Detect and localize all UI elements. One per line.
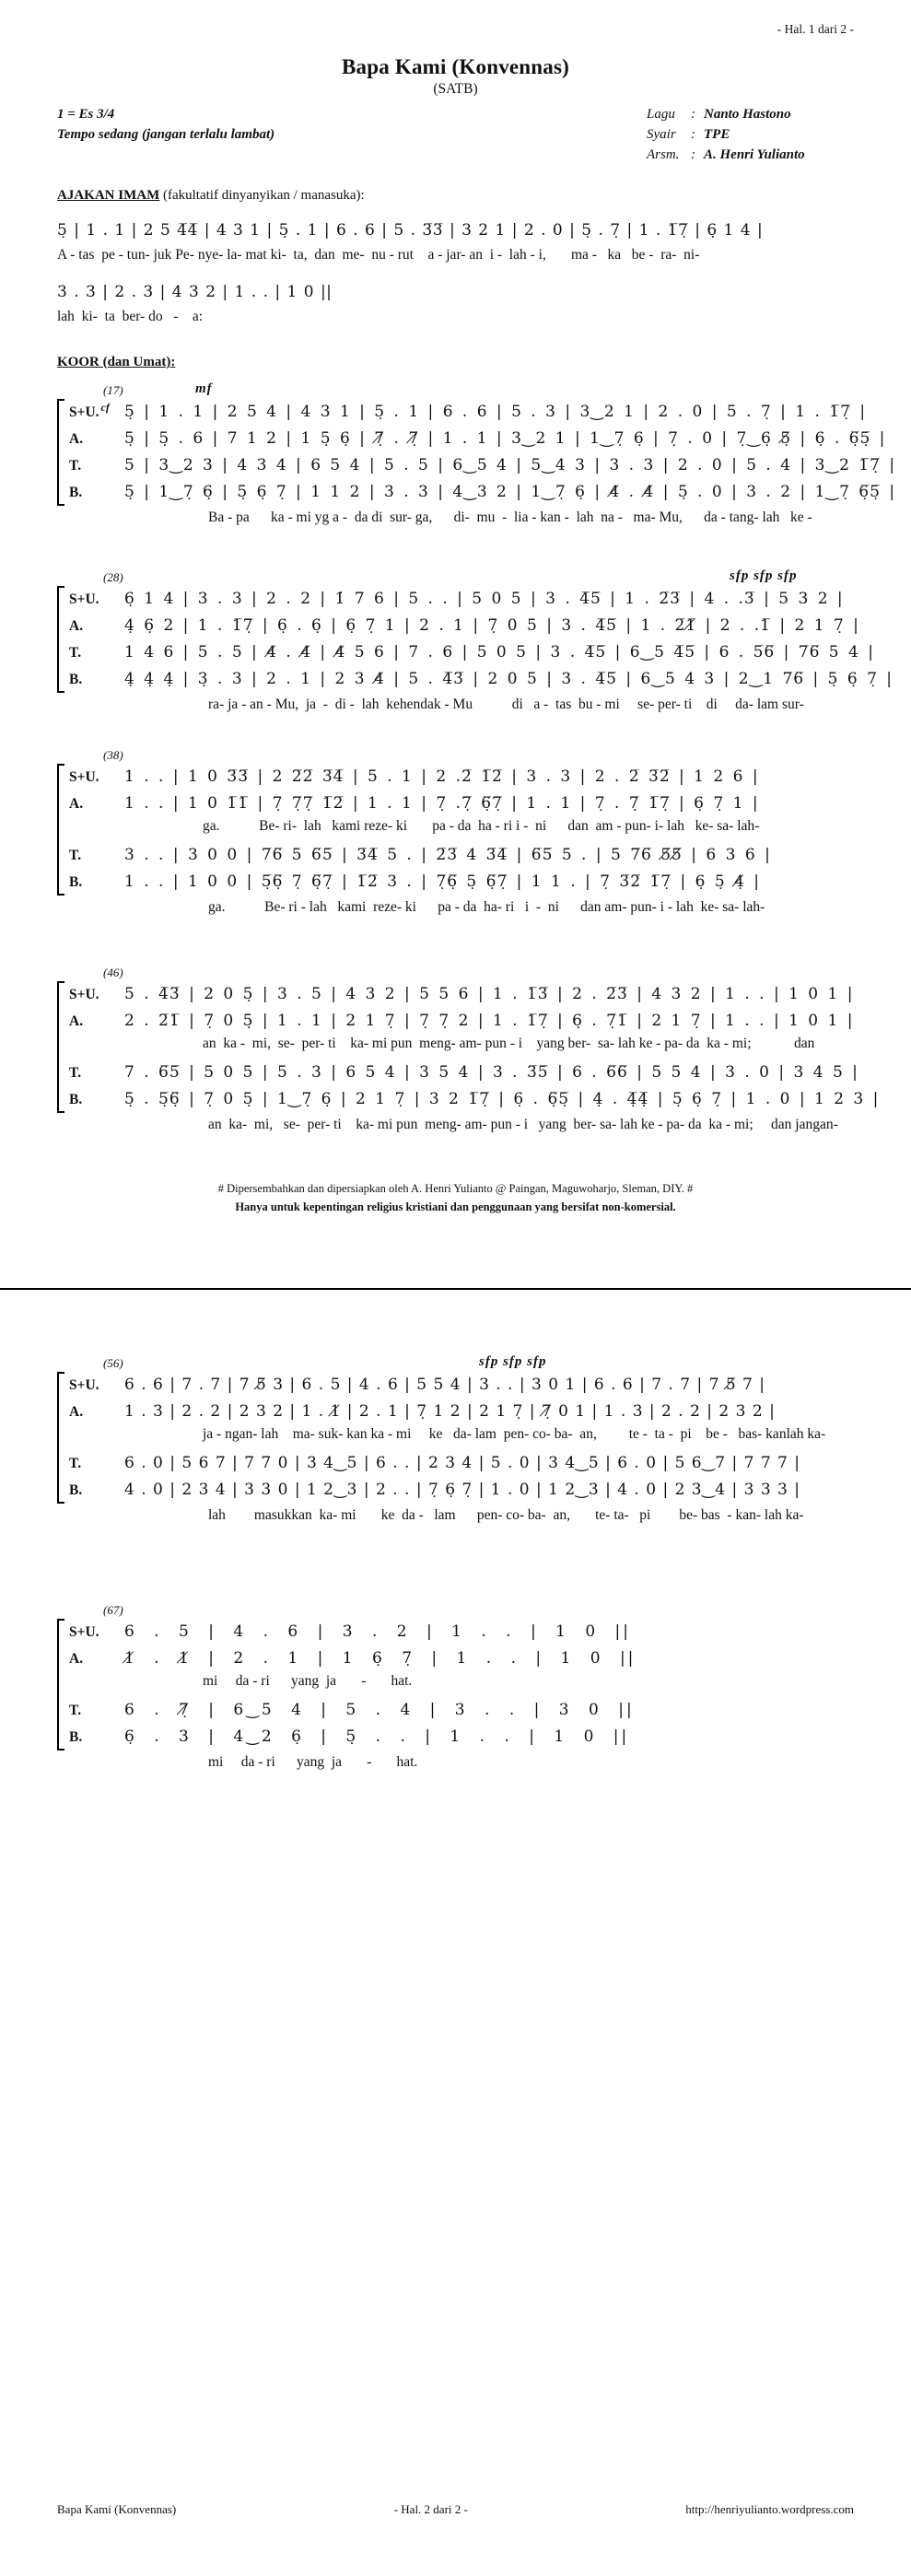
lyrics-line-mid: ga. Be- ri- lah kami reze- ki pa - da ha - ri i - ni dan am - pun- i- lah ke- sa- lah- [203,817,760,834]
system-body [57,981,880,1113]
voice-row-soprano [69,981,854,1008]
imam-heading-rest: (fakultatif dinyanyikan / manasuka): [159,188,365,204]
page-divider [0,1288,911,1290]
voice-row-tenor [69,639,874,666]
imam-phrase-2 [57,279,854,327]
koor-system-67 [57,1603,854,1773]
lyrics-line-mid: ja - ngan- lah ma- suk- kan ka - mi ke da- lam pen- co- ba- an, te - ta - pi be - bas- kanlah ka- [203,1426,826,1442]
system-body [57,1619,854,1751]
notation-line: 5̣ | 5̣ . 6 | 7 1 2 | 1 5̣ 6̣ | 7̸̣ . 7̸̣ | 1 . 1 | 3‿2 1 | 1‿7̣ 6̣ | 7̣ . 0 | 7̣‿6̣ 5̸̣ | 6̣ . 6̣̅5̣̅ | [124,428,886,448]
voice-name: S+U. [69,404,99,420]
voice-label: B. [69,1728,83,1745]
page-footer [57,2502,854,2517]
voice-label: A. [69,430,84,447]
system-header [57,570,854,586]
voice-rows [69,981,880,1113]
credit-separator: : [691,126,695,142]
notation-line: 5̣ | 1 . 1 | 2 5 4 | 4 3 1 | 5̣ . 1 | 6 . 6 | 5 . 3 | 3‿2 1 | 2 . 0 | 5 . 7̣ | 1 . 1̅7̣̅ | [124,402,867,421]
notation-line: 6̣ 1 4 | 3 . 3 | 2 . 2 | 1̇ 7 6 | 5 . . | 5 0 5 | 3 . 4̅5̅ | 1 . 2̅3̅ | 4 . .3̅ | 5 3 2 | [124,589,844,608]
koor-system-28 [57,568,893,715]
koor-system-46 [57,965,880,1135]
voice-label: S+U. [69,986,99,1002]
system-body [57,764,854,896]
voice-label: B. [69,873,83,890]
dedication-line-1: # Dipersembahkan dan dipersiapkan oleh A. Henri Yulianto @ Paingan, Maguwoharjo, Sleman, DIY. # [217,1181,694,1195]
system-body [57,1372,854,1504]
voice-row-alto [69,1399,854,1425]
system-header [57,748,854,764]
footer-title: Bapa Kami (Konvennas) [57,2502,177,2516]
credit-label: Lagu [647,107,675,122]
notation-line: 4 . 0 | 2 3 4 | 3 3 0 | 1 2‿3 | 2 . . | 7̣ 6̣ 7̣ | 1 . 0 | 1 2‿3 | 4 . 0 | 2 3‿4 | 3 3 3 | [124,1481,800,1499]
subtitle-satb: (SATB) [433,81,478,97]
notation-line: 5 | 3‿2 3 | 4 3 4 | 6 5 4 | 5 . 5 | 6‿5 4 | 5‿4 3 | 3 . 3 | 2 . 0 | 5 . 4 | 3‿2 1̅7̣̅ | [124,455,896,474]
voice-label [69,401,124,421]
credits-block [647,105,854,165]
system-number: (46) [103,965,123,979]
voice-row-alto [69,613,859,639]
voice-row-soprano [69,764,854,790]
lyrics-line: Ba - pa ka - mi yg a - da di sur- ga, di- mu - lia - kan - lah na - ma- Mu, da - tang- lah ke - [208,509,812,525]
notation-line: 6 . 7̸̣ | 6‿5 4 | 5 . 4 | 3 . . | 3 0 || [124,1700,635,1719]
lyrics-line: an ka- mi, se- per- ti ka- mi pun meng- am- pun - i yang ber- sa- lah ke - pa- da ka - mi; dan jangan- [208,1116,838,1132]
imam-notation-line-2: 3 . 3 | 2 . 3 | 4 3 2 | 1 . . | 1 0 || [57,283,333,302]
voice-label: A. [69,1404,84,1420]
notation-line: 7 . 6̅5̅ | 5 0 5 | 5 . 3 | 6 5 4 | 3 5 4 | 3 . 3̅5̅ | 6 . 6̅6̅ | 5 5 4 | 3 . 0 | 3 4 5 | [124,1062,858,1082]
page-title: Bapa Kami (Konvennas) [341,55,569,78]
notation-line: 1 . . | 1 0 0 | 5̣̅6̣̅ 7̣ 6̣̅7̣̅ | 1̅2̅ 3 . | 7̣̅6̣̅ 5̣ 6̣̅7̣̅ | 1 1 . | 7̣ 3̅2̅ 1̅7̣̅ | 6̣ 5̣ 4̸̣ | [124,872,760,891]
system-number: (17) [103,382,123,397]
system-bracket [57,586,64,693]
dynamic-marking-sfp: sfp sfp sfp [479,1354,547,1369]
voice-row-alto [69,1645,854,1672]
notation-line: 5 . 4̅3̅ | 2 0 5̣ | 3 . 5 | 4 3 2 | 5 5 6 | 1 . 1̅3̅ | 2 . 2̅3̅ | 4 3 2 | 1 . . | 1 0 1 | [124,984,854,1003]
credit-row [647,125,854,146]
voice-rows [69,586,893,693]
voice-row-alto [69,426,886,452]
koor-system-56 [57,1356,854,1526]
key-time-signature: 1 = Es 3/4 [57,107,115,122]
system-bracket [57,1372,64,1504]
voice-row-alto [69,790,854,817]
system-bracket [57,1619,64,1751]
credit-row [647,105,854,125]
imam-lyrics-line-2: lah ki- ta ber- do - a: [57,308,204,324]
notation-line: 4̣ 6̣ 2 | 1 . 1̅7̣̅ | 6̣ . 6̣ | 6̣ 7̣ 1 | 2 . 1 | 7̣ 0 5 | 3 . 4̅5̅ | 1 . 2̅1̸̅ | 2 . .1̅ | 2 1 7̣ | [124,615,859,635]
notation-line: 5̣ | 1‿7̣ 6̣ | 5̣ 6̣ 7̣ | 1 1 2 | 3 . 3 | 4‿3 2 | 1‿7̣ 6̣ | 4̸ . 4̸ | 5̣ . 0 | 3 . 2 | 1‿7̣ 6̣̅5̣̅ | [124,482,896,501]
imam-lyrics-line-1: A - tas pe - tun- juk Pe- nye- la- mat ki- ta, dan me- nu - rut a - jar- an i - lah - i, ma - ka be - ra- ni- [57,247,700,263]
lyrics-line: ga. Be- ri - lah kami reze- ki pa - da ha- ri i - ni dan am- pun- i - lah ke- sa- lah- [208,898,765,915]
voice-label: T. [69,1456,82,1471]
voice-label: T. [69,1064,82,1081]
system-body [57,399,896,506]
system-header [57,966,854,981]
credit-value: TPE [704,126,730,142]
notation-line: 6 . 0 | 5 6 7 | 7 7 0 | 3 4‿5 | 6 . . | 2 3 4 | 5 . 0 | 3 4‿5 | 6 . 0 | 5 6‿7 | 7 7 7 | [124,1454,800,1472]
lyrics-line: mi da - ri yang ja - hat. [208,1753,418,1770]
voice-rows [69,1372,854,1504]
voice-label: A. [69,1013,84,1029]
voice-row-bass [69,479,896,506]
notation-line: 6̣ . 3 | 4‿2 6̣ | 5̣ . . | 1 . . | 1 0 || [124,1727,630,1746]
voice-label: T. [69,1702,82,1718]
credit-value: A. Henri Yulianto [704,146,805,162]
system-number: (28) [103,569,123,584]
tempo-marking: Tempo sedang (jangan terlalu lambat) [57,126,275,142]
voice-row-tenor [69,452,896,479]
notation-line: 3 . . | 3 0 0 | 7̅6̅ 5 6̅5̅ | 3̅4̅ 5 . | 2̅3̅ 4 3̅4̅ | 6̅5̅ 5 . | 5 7̅6̅ 5̸̅5̸̅ | 6 3 6 | [124,845,771,864]
imam-phrase-1 [57,217,854,265]
voice-label: B. [69,671,83,687]
voice-row-soprano [69,1372,854,1399]
voice-row-tenor [69,1450,854,1477]
voice-rows [69,1619,854,1751]
page-2 [0,1356,911,2576]
voice-row-bass [69,1477,854,1504]
voice-row-tenor [69,1060,858,1086]
voice-label: A. [69,1650,84,1667]
imam-section-heading [57,188,854,204]
credit-label: Syair [647,126,676,142]
voice-label: T. [69,847,82,863]
voice-label: S+U. [69,768,99,785]
notation-line: 1 . 3 | 2 . 2 | 2 3 2 | 1 . 1̸ | 2 . 1 | 7̣ 1 2 | 2 1 7̣ | 7̸̣ 0 1 | 1 . 3 | 2 . 2 | 2 3 2 | [124,1402,776,1421]
credit-value: Nanto Hastono [704,107,791,122]
lyrics-line: lah masukkan ka- mi ke da - lam pen- co- ba- an, te- ta- pi be- bas - kan- lah ka- [208,1507,804,1523]
notation-line: 6 . 6 | 7 . 7 | 7 5̸ 3 | 6 . 5 | 4 . 6 | 5 5 4 | 3 . . | 3 0 1 | 6 . 6 | 7 . 7 | 7 5̸ 7 | [124,1376,765,1394]
notation-line: 1 4 6 | 5 . 5 | 4̸ . 4̸ | 4̸ 5 6 | 7 . 6 | 5 0 5 | 3 . 4̅5̅ | 6‿5 4̅5̅ | 6 . 5̅6̅ | 7̅6̅ 5 4 | [124,642,874,662]
system-header [57,1356,854,1372]
notation-line: 5̣ . 5̣̅6̣̅ | 7̣ 0 5̣ | 1‿7̣ 6̣ | 2 1 7̣ | 3 2 1̅7̣̅ | 6̣ . 6̣̅5̣̅ | 4̣ . 4̣̅4̣̅ | 5̣ 6̣ 7̣ | 1 . 0 | 1 2 3 | [124,1089,880,1108]
cf-marking: cf [100,400,110,414]
voice-label: A. [69,795,84,812]
system-number: (38) [103,747,123,762]
koor-section-heading: KOOR (dan Umat): [57,354,176,369]
system-body [57,586,893,693]
system-header [57,383,854,399]
lyrics-line-mid: mi da - ri yang ja - hat. [203,1672,413,1689]
voice-rows [69,764,854,896]
voice-row-bass [69,869,854,896]
key-tempo-block [57,105,274,165]
page-number-label: - Hal. 1 dari 2 - [777,22,854,36]
voice-label: T. [69,457,82,474]
voice-label: S+U. [69,1377,99,1393]
system-bracket [57,399,64,506]
credit-separator: : [691,146,695,162]
voice-row-soprano [69,1619,854,1645]
footer-url: http://henriyulianto.wordpress.com [685,2502,854,2516]
imam-heading-bold: AJAKAN IMAM [57,188,160,204]
credit-row [647,146,854,166]
notation-line: 4̣ 4̣ 4̣ | 3̣ . 3 | 2 . 1 | 2 3 4̸ | 5 . 4̅3̅ | 2 0 5 | 3 . 4̅5̅ | 6‿5 4 3 | 2‿1 7̅6̅ | 5̣ 6̣ 7̣ | [124,669,893,688]
voice-rows [69,399,896,506]
voice-row-soprano [69,399,867,426]
system-number: (56) [103,1356,123,1370]
voice-row-bass [69,1724,854,1751]
dedication-note [57,1179,854,1216]
voice-label: S+U. [69,1623,99,1640]
voice-label: T. [69,644,82,661]
meta-row [57,105,854,165]
footer-page-number: - Hal. 2 dari 2 - [393,2502,468,2516]
voice-row-alto [69,1008,854,1035]
system-number: (67) [103,1602,123,1617]
system-bracket [57,764,64,896]
voice-label: B. [69,484,83,500]
voice-row-tenor [69,842,854,869]
voice-row-bass [69,666,893,693]
voice-label: B. [69,1091,83,1107]
voice-row-tenor [69,1697,854,1724]
voice-row-bass [69,1086,880,1113]
koor-system-38 [57,748,854,918]
credit-separator: : [691,107,695,122]
notation-line: 1 . . | 1 0 3̅3̅ | 2 2̅2̅ 3̅4̅ | 5 . 1 | 2 .2̅ 1̅2̅ | 3 . 3 | 2 . 2̅ 3̅2̅ | 1 2 6 | [124,767,759,786]
notation-line: 1̸ . 1̸ | 2 . 1 | 1 6̣ 7̣ | 1 . . | 1 0 || [124,1648,637,1668]
voice-label: S+U. [69,591,99,607]
voice-label: B. [69,1482,83,1498]
system-bracket [57,981,64,1113]
voice-row-soprano [69,586,854,613]
system-header [57,1603,854,1619]
lyrics-line-mid: an ka - mi, se- per- ti ka- mi pun meng- am- pun - i yang ber- sa- lah ke - pa- da ka - mi; dan [203,1035,815,1051]
dedication-line-2: Hanya untuk kepentingan religius kristiani dan penggunaan yang bersifat non-komersial. [235,1200,676,1213]
lyrics-line: ra- ja - an - Mu, ja - di - lah kehendak - Mu di a - tas bu - mi se- per- ti di da- lam sur- [208,696,804,712]
voice-label: A. [69,617,84,634]
dynamic-marking-sfp: sfp sfp sfp [730,568,798,583]
notation-line: 6 . 5 | 4 . 6 | 3 . 2 | 1 . . | 1 0 || [124,1622,631,1641]
notation-line: 2 . 2̅1̅ | 7̣ 0 5̣ | 1 . 1 | 2 1 7̣ | 7̣ 7̣ 2 | 1 . 1̅7̣̅ | 6̣ . 7̣̅1̅ | 2 1 7̣ | 1 . . | 1 0 1 | [124,1011,854,1030]
imam-notation-line-1: 5̣ | 1 . 1 | 2 5 4̅4̅ | 4 3 1 | 5̣ . 1 | 6 . 6 | 5 . 3̅3̅ | 3 2 1 | 2 . 0 | 5̣ . 7̣ | 1 . 1̅7̣̅ | 6̣ 1 4 | [57,221,764,240]
credit-label: Arsm. [647,146,680,162]
notation-line: 1 . . | 1 0 1̅1̅ | 7̣ 7̣̅7̣̅ 1̅2̅ | 1 . 1 | 7̣ .7̣̅ 6̣̅7̣̅ | 1 . 1 | 7̣ . 7̣̅ 1̅7̣̅ | 6̣ 7̣ 1 | [124,793,759,813]
dynamic-marking-mf: mf [195,381,213,396]
koor-system-17 [57,381,896,528]
